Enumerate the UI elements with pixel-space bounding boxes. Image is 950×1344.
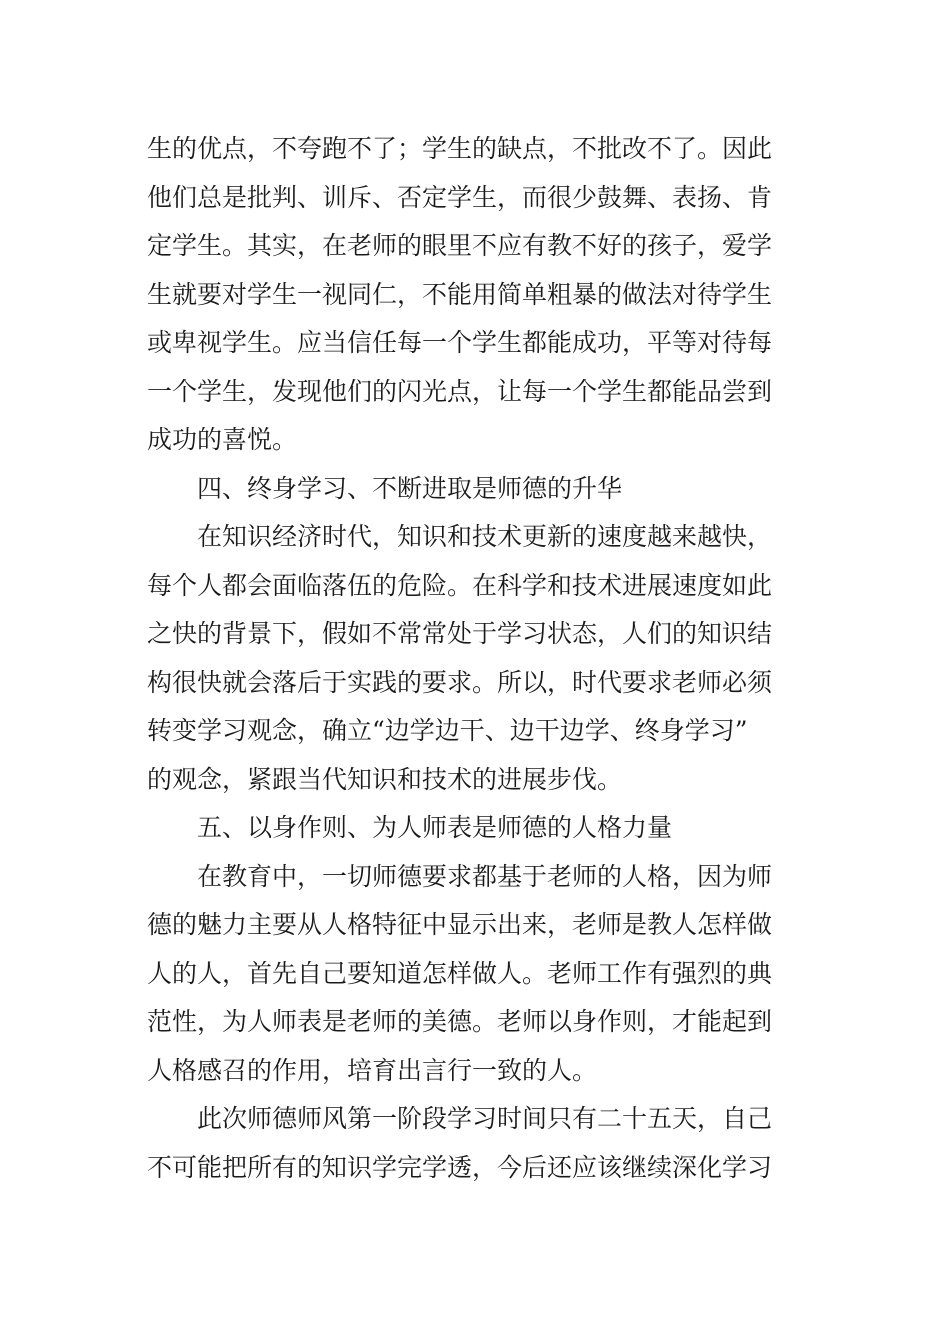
text-line: 范性，为人师表是老师的美德。老师以身作则，才能起到 — [147, 1007, 773, 1036]
text-line: 在教育中，一切师德要求都基于老师的人格，因为师 — [197, 861, 773, 891]
text-line: 不可能把所有的知识学完学透，今后还应该继续深化学习 — [147, 1152, 773, 1182]
text-line: 人格感召的作用，培育出言行一致的人。 — [147, 1055, 598, 1085]
text-line: 一个学生，发现他们的闪光点，让每一个学生都能品尝到 — [147, 376, 773, 406]
text-line: 他们总是批判、训斥、否定学生，而很少鼓舞、表扬、肯 — [147, 182, 773, 212]
text-line: 生的优点，不夸跑不了；学生的缺点，不批改不了。因此 — [147, 134, 773, 163]
text-line: 或卑视学生。应当信任每一个学生都能成功，平等对待每 — [147, 328, 773, 357]
text-line: 定学生。其实，在老师的眼里不应有教不好的孩子，爱学 — [147, 231, 773, 260]
text-line: 每个人都会面临落伍的危险。在科学和技术进展速度如此 — [147, 570, 773, 600]
text-line: 此次师德师风第一阶段学习时间只有二十五天，自己 — [197, 1104, 773, 1133]
section-heading: 四、终身学习、不断进取是师德的升华 — [197, 473, 623, 503]
text-line: 的观念，紧跟当代知识和技术的进展步伐。 — [147, 764, 623, 794]
text-line: 成功的喜悦。 — [147, 425, 298, 454]
text-line: 生就要对学生一视同仁，不能用简单粗暴的做法对待学生 — [147, 279, 773, 309]
section-heading: 五、以身作则、为人师表是师德的人格力量 — [197, 813, 673, 842]
text-line: 在知识经济时代，知识和技术更新的速度越来越快， — [197, 522, 773, 551]
document-body — [147, 125, 807, 1192]
text-line: 之快的背景下，假如不常常处于学习状态，人们的知识结 — [147, 619, 773, 648]
text-line: 转变学习观念，确立“边学边干、边干边学、终身学习” — [147, 716, 748, 745]
text-line: 人的人，首先自己要知道怎样做人。老师工作有强烈的典 — [147, 958, 773, 988]
text-line: 德的魅力主要从人格特征中显示出来，老师是教人怎样做 — [147, 910, 773, 939]
text-line: 构很快就会落后于实践的要求。所以，时代要求老师必须 — [147, 667, 773, 697]
